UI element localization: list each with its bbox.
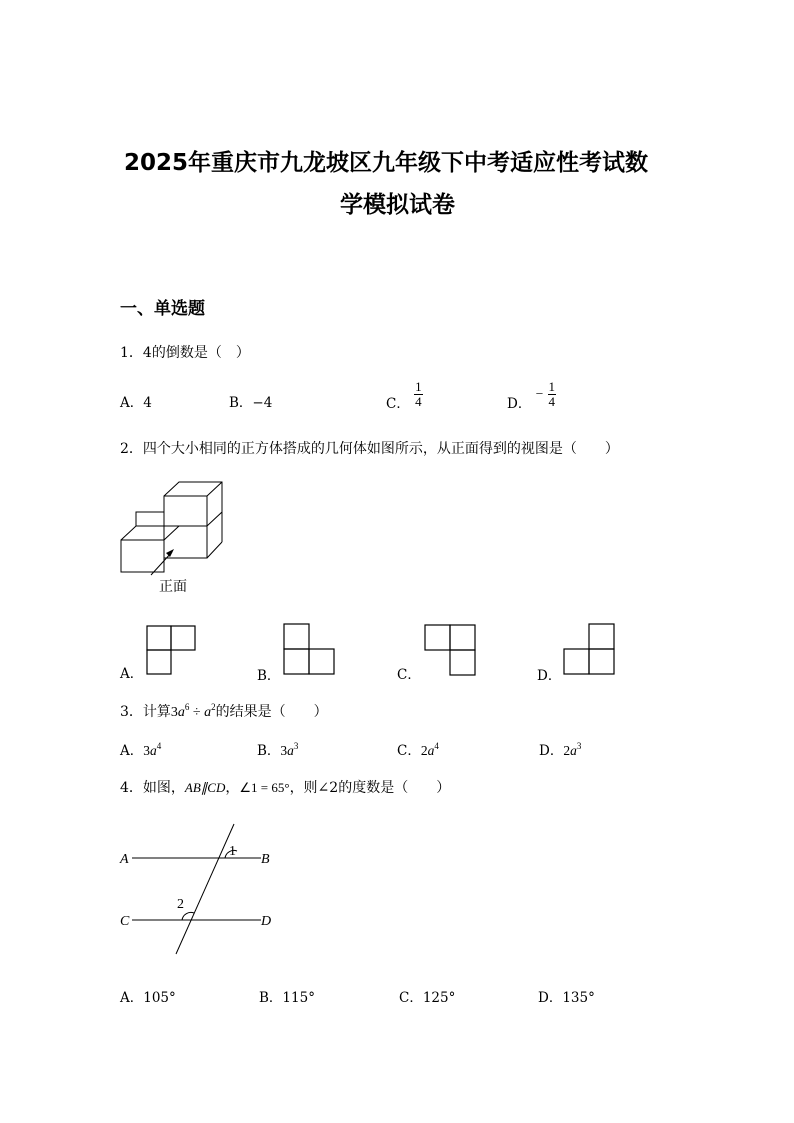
q3-expr-div: ÷ xyxy=(189,705,205,720)
q4-stem-pre: 4．如图， xyxy=(120,780,185,796)
q3-option-d xyxy=(539,739,581,759)
q3-d-var: a xyxy=(570,743,577,758)
label-C: C xyxy=(120,914,130,929)
q2-option-b-label: B． xyxy=(257,668,281,684)
q3-b-var: a xyxy=(287,743,294,758)
q3-a-var: a xyxy=(150,743,157,758)
q1-c-denominator: 4 xyxy=(415,394,422,409)
cube-figure xyxy=(118,480,218,580)
q2-option-b-figure xyxy=(283,623,335,675)
q1-option-c xyxy=(386,380,423,412)
q1-option-b: B．−4 xyxy=(229,395,273,411)
q3-a-label: A． xyxy=(120,743,144,759)
q4-option-b: B．115° xyxy=(259,990,315,1006)
q4-stem xyxy=(120,777,450,797)
q3-a-coef: 3 xyxy=(143,743,150,758)
q3-expr-var2: a xyxy=(204,705,212,720)
q3-b-exp: 3 xyxy=(293,741,299,751)
front-view-label: 正面 xyxy=(159,579,187,595)
angle-1-label: 1 xyxy=(229,844,236,859)
q3-option-b xyxy=(257,739,298,759)
q3-expr-exp6: 6 xyxy=(184,702,190,712)
section-heading: 一、单选题 xyxy=(120,299,205,319)
q4-option-c: C．125° xyxy=(399,990,456,1006)
q3-option-a xyxy=(120,739,161,759)
q2-option-d-label: D． xyxy=(537,668,562,684)
q1-option-d xyxy=(507,380,556,412)
q4-stem-mid: ， xyxy=(225,780,240,796)
q4-stem-post: ，则∠2的度数是（ ） xyxy=(289,780,451,796)
label-A: A xyxy=(120,852,129,867)
q1-d-denominator: 4 xyxy=(548,394,556,409)
q3-expr-exp2: 2 xyxy=(211,702,216,712)
q3-option-c xyxy=(397,739,439,759)
label-B: B xyxy=(261,852,270,867)
label-D: D xyxy=(261,914,272,929)
q1-c-numerator: 1 xyxy=(415,379,422,394)
q3-d-label: D． xyxy=(539,743,564,759)
q3-a-exp: 4 xyxy=(156,741,162,751)
angle-2-label: 2 xyxy=(177,897,184,912)
q2-option-a-figure xyxy=(146,625,196,675)
q4-option-a: A．105° xyxy=(120,990,176,1006)
q3-expr-var: a xyxy=(177,705,185,720)
q3-stem xyxy=(120,701,328,721)
q3-d-exp: 3 xyxy=(576,741,582,751)
q3-b-label: B． xyxy=(257,743,281,759)
page-title-line2: 学模拟试卷 xyxy=(340,192,455,218)
parallel-lines-figure xyxy=(116,820,276,960)
q3-stem-pre: 3．计算 xyxy=(120,704,171,720)
q3-c-exp: 4 xyxy=(434,741,439,751)
q1-option-d-sign: − xyxy=(535,386,544,401)
q3-b-coef: 3 xyxy=(280,743,288,758)
q1-d-numerator: 1 xyxy=(548,379,556,394)
q1-option-c-fraction xyxy=(414,380,423,409)
q3-expr-coef: 3 xyxy=(170,705,178,720)
q3-c-var: a xyxy=(427,743,435,758)
q1-option-d-fraction xyxy=(548,380,557,409)
q2-option-c-label: C． xyxy=(397,667,421,683)
q2-option-d-figure xyxy=(563,623,615,675)
q1-option-a: A．4 xyxy=(120,395,152,411)
q1-stem: 1．4的倒数是（ ） xyxy=(120,345,250,361)
q2-option-c-figure xyxy=(424,624,476,676)
q2-option-a-label: A． xyxy=(120,666,144,682)
q4-option-d: D．135° xyxy=(538,990,595,1006)
page-title-line1: 2025年重庆市九龙坡区九年级下中考适应性考试数 xyxy=(124,150,649,176)
q3-d-coef: 2 xyxy=(563,743,571,758)
q4-parallel: AB∥CD xyxy=(184,780,226,795)
q3-stem-post: 的结果是（ ） xyxy=(215,704,328,720)
q4-angle1: ∠1 = 65° xyxy=(239,780,290,795)
q1-option-c-label: C． xyxy=(386,396,410,412)
q3-c-coef: 2 xyxy=(420,743,428,758)
q2-stem: 2．四个大小相同的正方体搭成的几何体如图所示，从正面得到的视图是（ ） xyxy=(120,441,619,457)
q3-c-label: C． xyxy=(397,743,421,759)
q1-option-d-label: D． xyxy=(507,396,532,412)
